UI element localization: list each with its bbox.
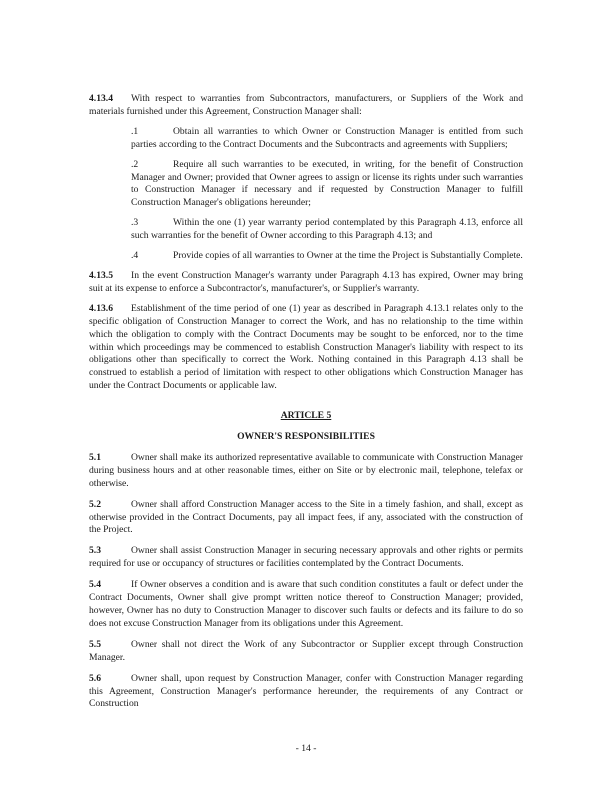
paragraph-number: 4.13.5 xyxy=(89,269,113,281)
section-5-1 xyxy=(89,452,523,491)
paragraph-4-13-4 xyxy=(89,93,523,119)
paragraph-text: Provide copies of all warranties to Owner at the time the Project is Substantially Complete. xyxy=(173,250,523,262)
section-text: If Owner observes a condition and is aware that such condition constitutes a fault or defect under the Contract Documents, Owner shall give prompt written notice thereof to Construction Manager; provided, however, Owner has no duty to Construction Manager to discover such faults or defects and its failure to do so does not excuse Construction Manager from its obligations under this Agreement. xyxy=(89,579,523,629)
subparagraph-1 xyxy=(131,126,523,152)
paragraph-number: .3 xyxy=(131,217,139,229)
section-number: 5.6 xyxy=(89,672,101,684)
section-5-6 xyxy=(89,673,523,712)
paragraph-text: Require all such warranties to be executed, in writing, for the benefit of Construction Manager and Owner; provided that Owner agrees to assign or license its rights under such warranties to Construction Manager if necessary and if requested by Construction Manager to fulfill Construction Manager's obligations hereunder; xyxy=(131,158,523,209)
paragraph-number: .1 xyxy=(131,125,139,137)
article-title: OWNER'S RESPONSIBILITIES xyxy=(237,431,375,443)
section-text: Owner shall, upon request by Construction Manager, confer with Construction Manager regarding this Agreement, Construction Manager's performance hereunder, the requirements of any Contract or Construction xyxy=(89,672,523,710)
paragraph-text: Establishment of the time period of one (1) year as described in Paragraph 4.13.1 relates only to the specific obligation of Construction Manager to correct the Work, and has no relationship to the time within which the obligation to comply with the Contract Documents may be sought to be enforced, nor to the time within which proceedings may be commenced to establish Construction Manager's liability with respect to its obligations other than specifically to correct the Work. Nothing contained in this Paragraph 4.13 shall be construed to establish a period of limitation with respect to other obligations which Construction Manager has under the Contract Documents or applicable law. xyxy=(89,302,523,392)
paragraph-4-13-5 xyxy=(89,270,523,296)
section-5-2 xyxy=(89,499,523,538)
section-text: Owner shall assist Construction Manager in securing necessary approvals and other rights or permits required for use or occupancy of structures or facilities contemplated by the Contract Documents. xyxy=(89,545,523,570)
page-number: - 14 - xyxy=(295,743,317,755)
section-number: 5.1 xyxy=(89,451,101,463)
section-number: 5.4 xyxy=(89,579,101,591)
paragraph-number: .2 xyxy=(131,158,139,170)
subparagraph-3 xyxy=(131,217,523,243)
section-text: Owner shall afford Construction Manager access to the Site in a timely fashion, and shall, except as otherwise provided in the Contract Documents, pay all impact fees, if any, associated with the construction of the Project. xyxy=(89,498,523,536)
section-5-5 xyxy=(89,639,523,665)
paragraph-number: .4 xyxy=(131,250,139,262)
section-text: Owner shall make its authorized representative available to communicate with Construction Manager during business hours and at other reasonable times, either on Site or by electronic mail, telephone, telefax or otherwise. xyxy=(89,451,523,489)
paragraph-text: Obtain all warranties to which Owner or Construction Manager is entitled from such parties according to the Contract Documents and the Subcontracts and agreements with Suppliers; xyxy=(131,125,523,150)
section-number: 5.3 xyxy=(89,545,101,557)
subparagraph-4 xyxy=(131,250,523,263)
paragraph-text: With respect to warranties from Subcontractors, manufacturers, or Suppliers of the Work and materials furnished under this Agreement, Construction Manager shall: xyxy=(89,93,523,117)
section-5-3 xyxy=(89,545,523,571)
section-text: Owner shall not direct the Work of any Subcontractor or Supplier except through Construction Manager. xyxy=(89,638,523,663)
paragraph-text: Within the one (1) year warranty period contemplated by this Paragraph 4.13, enforce all such warranties for the benefit of Owner according to this Paragraph 4.13; and xyxy=(131,217,523,242)
paragraph-4-13-6 xyxy=(89,303,523,393)
subparagraph-2 xyxy=(131,159,523,211)
section-number: 5.2 xyxy=(89,498,101,510)
paragraph-text: In the event Construction Manager's warranty under Paragraph 4.13 has expired, Owner may bring suit at its expense to enforce a Subcontractor's, manufacturer's, or Supplier's warranty. xyxy=(89,269,523,294)
article-heading: ARTICLE 5 xyxy=(280,410,332,422)
section-number: 5.5 xyxy=(89,638,101,650)
paragraph-number: 4.13.4 xyxy=(89,93,113,104)
section-5-4 xyxy=(89,579,523,631)
paragraph-number: 4.13.6 xyxy=(89,302,113,314)
